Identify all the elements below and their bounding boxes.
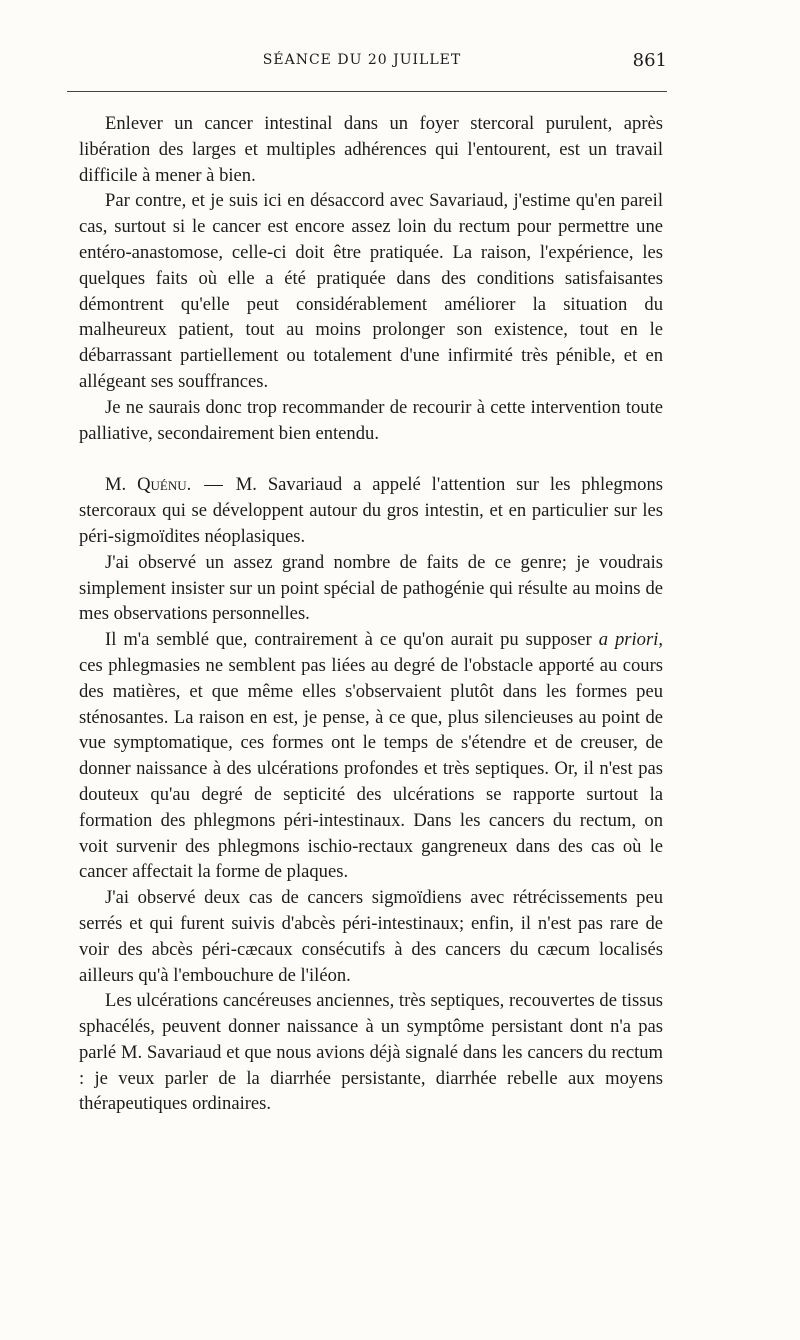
page-number: 861 [632, 50, 667, 71]
paragraph: Par contre, et je suis ici en désaccord avec Savariaud, j'estime qu'en pareil cas, surtout si le cancer est encore assez loin du rectum pour permettre une entéro-anastomose, celle-ci doit être pratiquée. La raison, l'expérience, les quelques faits où elle a été pratiquée dans des conditions satisfaisantes démontrent qu'elle peut considérablement améliorer la situation du malheureux patient, tout au moins prolonger son existence, tout en le débarrassant partiellement ou totalement d'une infirmité très pénible, et en allégeant ses souffrances. [79, 190, 663, 392]
paragraph-text: M. Savariaud a appelé l'attention sur les phlegmons stercoraux qui se développent autour du gros intestin, et en particulier sur les péri-sigmoïdites néoplasiques. [79, 474, 663, 547]
paragraph-text: Il m'a semblé que, contrairement à ce qu'on aurait pu supposer [105, 629, 592, 651]
document-page [57, 0, 667, 1340]
paragraph: Je ne saurais donc trop recommander de recourir à cette intervention toute palliative, secondairement bien entendu. [79, 396, 663, 444]
quenu-opening-paragraph [79, 472, 663, 549]
paragraph: J'ai observé deux cas de cancers sigmoïdiens avec rétrécissements peu serrés et qui furent suivis d'abcès péri-intestinaux; enfin, il n'est pas rare de voir des abcès péri-cæcaux consécutifs à des cancers du cæcum localisés ailleurs qu'à l'embouchure de l'iléon. [79, 887, 663, 986]
paragraph [79, 627, 663, 885]
paragraph-text: , ces phlegmasies ne semblent pas liées au degré de l'obstacle apporté au cours des matières, et que même elles s'observaient plutôt dans les formes peu sténosantes. La raison en est, je pense, à ce que, plus silencieuses au point de vue symptomatique, ces formes ont le temps de s'étendre et de creuser, de donner naissance à des ulcérations profondes et très septiques. Or, il n'est pas douteux qu'au degré de septicité des ulcérations se rapporte surtout la formation des phlegmons péri-intestinaux. Dans les cancers du rectum, on voit survenir des phlegmons ischio-rectaux gangreneux dans des cas où le cancer affectait la forme de plaques. [79, 629, 664, 883]
speaker-name: M. Quénu. [105, 474, 192, 496]
paragraph: J'ai observé un assez grand nombre de faits de ce genre; je voudrais simplement insister sur un point spécial de pathogénie qui résulte au moins de mes observations personnelles. [79, 551, 663, 625]
running-title: SÉANCE DU 20 JUILLET [262, 52, 462, 68]
body-text [79, 111, 663, 1117]
header-rule [67, 91, 667, 92]
speaker-separator: — [204, 474, 223, 496]
page-header [57, 50, 667, 74]
italic-phrase: a priori [598, 629, 659, 651]
paragraph: Les ulcérations cancéreuses anciennes, très septiques, recouvertes de tissus sphacélés, peuvent donner naissance à un symptôme persistant dont n'a pas parlé M. Savariaud et que nous avions déjà signalé dans les cancers du rectum : je veux parler de la diarrhée persistante, diarrhée rebelle aux moyens thérapeutiques ordinaires. [79, 990, 663, 1115]
paragraph: Enlever un cancer intestinal dans un foyer stercoral purulent, après libération des larges et multiples adhérences qui l'entourent, est un travail difficile à mener à bien. [79, 113, 663, 186]
